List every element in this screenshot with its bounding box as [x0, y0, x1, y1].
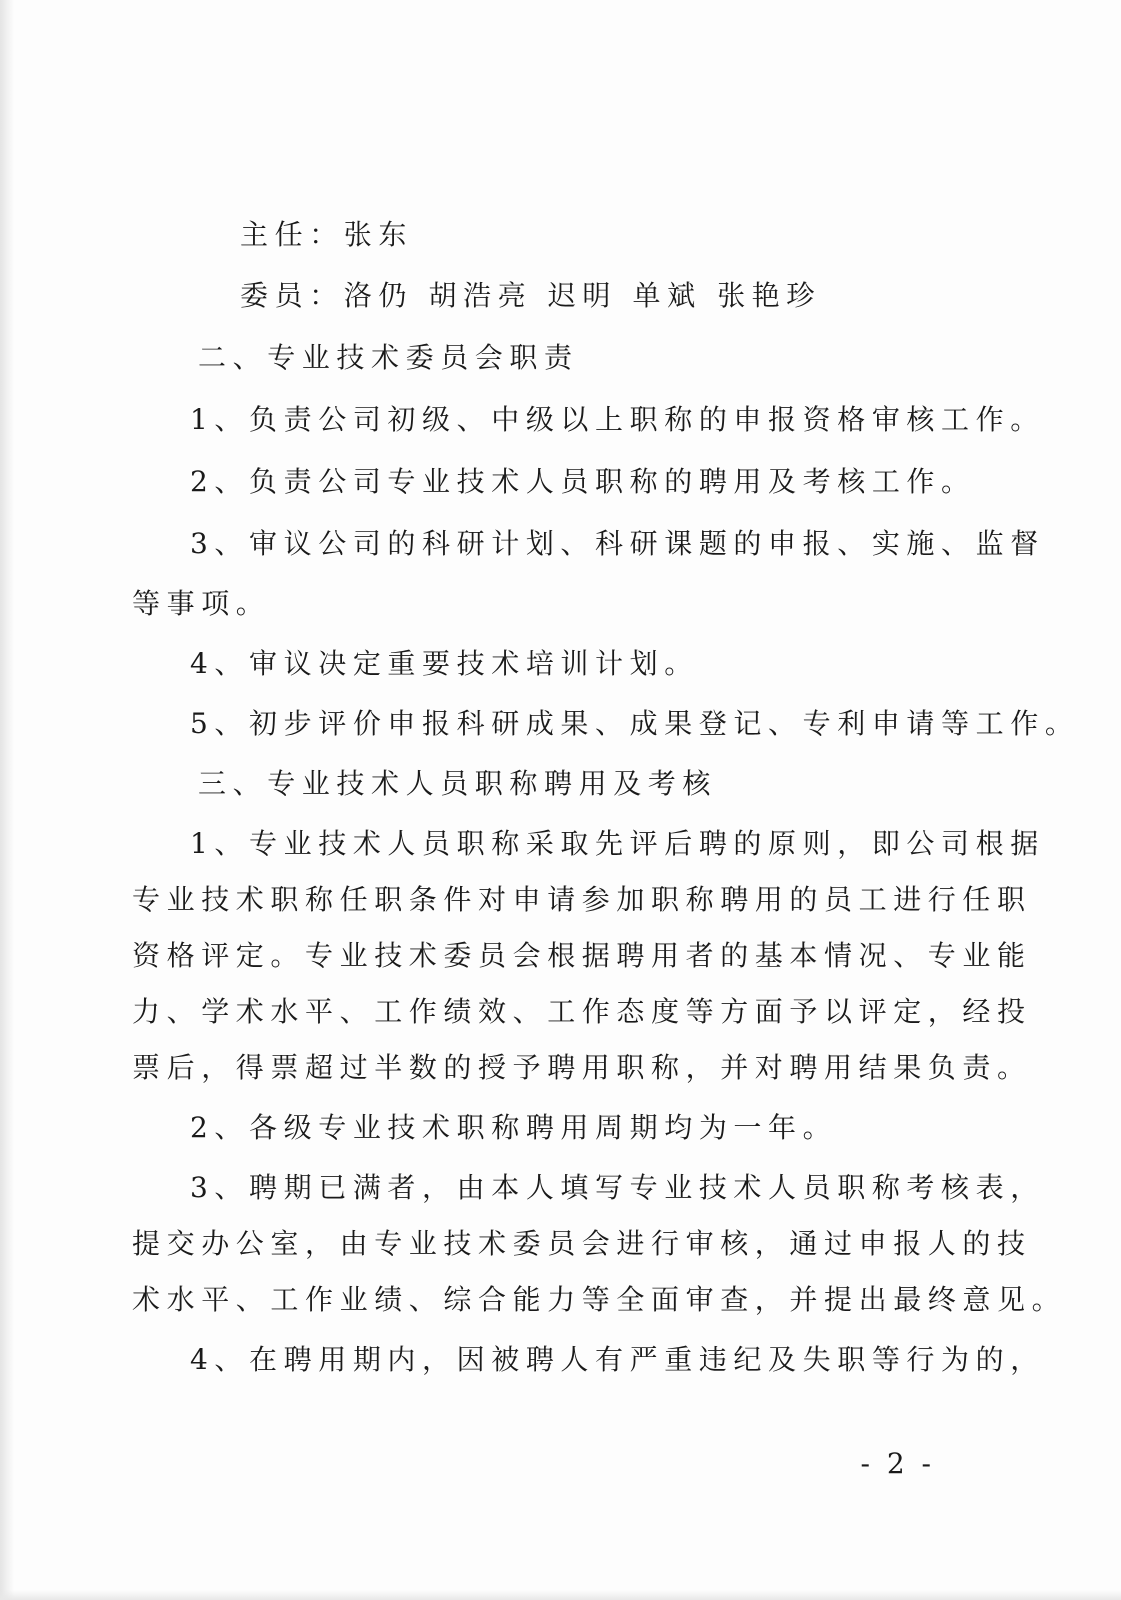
paragraph-3-line-2: 提交办公室，由专业技术委员会进行审核，通过申报人的技	[132, 1227, 1032, 1260]
paragraph-1-line-4: 力、学术水平、工作绩效、工作态度等方面予以评定，经投	[132, 995, 1032, 1028]
scan-edge	[0, 0, 14, 1600]
paragraph-4-line-1: 4、在聘用期内，因被聘人有严重违纪及失职等行为的，	[190, 1343, 1045, 1376]
section-heading-2: 二、专业技术委员会职责	[198, 341, 579, 374]
paragraph-1-line-5: 票后，得票超过半数的授予聘用职称，并对聘用结果负责。	[132, 1051, 1032, 1084]
scan-edge-bottom	[0, 1590, 1121, 1600]
duty-item-2: 2、负责公司专业技术人员职称的聘用及考核工作。	[190, 465, 976, 498]
paragraph-2: 2、各级专业技术职称聘用周期均为一年。	[190, 1111, 838, 1144]
paragraph-1-line-2: 专业技术职称任职条件对申请参加职称聘用的员工进行任职	[132, 883, 1032, 916]
page-number: - 2 -	[860, 1447, 935, 1480]
paragraph-3-line-3: 术水平、工作业绩、综合能力等全面审查，并提出最终意见。	[132, 1283, 1067, 1316]
section-heading-3: 三、专业技术人员职称聘用及考核	[198, 767, 718, 800]
duty-item-3-cont: 等事项。	[132, 587, 271, 620]
duty-item-1: 1、负责公司初级、中级以上职称的申报资格审核工作。	[190, 403, 1045, 436]
duty-item-4: 4、审议决定重要技术培训计划。	[190, 647, 699, 680]
director-line: 主任：张东	[240, 218, 414, 251]
paragraph-1-line-3: 资格评定。专业技术委员会根据聘用者的基本情况、专业能	[132, 939, 1032, 972]
members-line: 委员：洛仍 胡浩亮 迟明 单斌 张艳珍	[240, 279, 822, 312]
paragraph-1-line-1: 1、专业技术人员职称采取先评后聘的原则，即公司根据	[190, 827, 1045, 860]
paragraph-3-line-1: 3、聘期已满者，由本人填写专业技术人员职称考核表，	[190, 1171, 1045, 1204]
duty-item-3: 3、审议公司的科研计划、科研课题的申报、实施、监督	[190, 527, 1045, 560]
duty-item-5: 5、初步评价申报科研成果、成果登记、专利申请等工作。	[190, 707, 1080, 740]
